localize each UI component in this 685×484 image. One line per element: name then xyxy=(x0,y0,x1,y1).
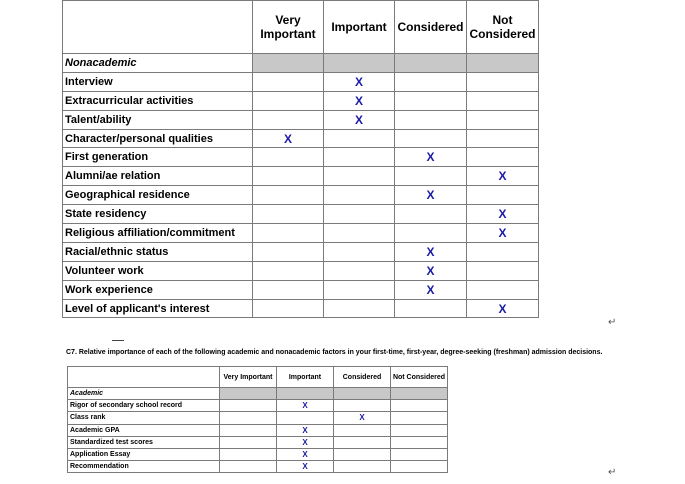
rating-mark-cell xyxy=(467,110,539,129)
rating-mark-cell xyxy=(391,436,448,448)
rating-mark-cell xyxy=(324,299,395,318)
table-row xyxy=(63,129,539,148)
table-row xyxy=(68,461,448,473)
rating-mark-cell xyxy=(253,224,324,243)
factor-label: Volunteer work xyxy=(63,261,253,280)
rating-mark-cell xyxy=(220,461,277,473)
rating-mark-cell: X xyxy=(324,110,395,129)
table-row xyxy=(63,148,539,167)
rating-mark-cell xyxy=(467,72,539,91)
rating-mark-cell xyxy=(253,186,324,205)
rating-mark-cell: X xyxy=(277,448,334,460)
rating-mark-cell xyxy=(220,400,277,412)
rating-mark-cell xyxy=(334,436,391,448)
header-very-important: Very Important xyxy=(220,367,277,388)
rating-mark-cell xyxy=(220,448,277,460)
factor-label: Character/personal qualities xyxy=(63,129,253,148)
factor-label: Recommendation xyxy=(68,461,220,473)
rating-mark-cell xyxy=(253,242,324,261)
rating-mark-cell xyxy=(277,412,334,424)
rating-mark-cell: X xyxy=(395,148,467,167)
section-shade-cell xyxy=(395,54,467,73)
table-row xyxy=(63,261,539,280)
rating-mark-cell xyxy=(324,205,395,224)
rating-mark-cell xyxy=(253,110,324,129)
header-important: Important xyxy=(277,367,334,388)
section-row xyxy=(63,54,539,73)
table-row xyxy=(63,167,539,186)
divider-stub xyxy=(112,340,124,341)
table-row xyxy=(63,224,539,243)
section-shade-cell xyxy=(277,388,334,400)
section-label: Nonacademic xyxy=(63,54,253,73)
table-row xyxy=(68,436,448,448)
rating-mark-cell xyxy=(324,280,395,299)
rating-mark-cell xyxy=(467,91,539,110)
rating-mark-cell: X xyxy=(277,400,334,412)
rating-mark-cell xyxy=(324,224,395,243)
header-row xyxy=(68,367,448,388)
factor-label: First generation xyxy=(63,148,253,167)
nonacademic-factors-table xyxy=(62,0,539,318)
table-row xyxy=(63,299,539,318)
rating-mark-cell xyxy=(220,436,277,448)
factor-label: Racial/ethnic status xyxy=(63,242,253,261)
section-shade-cell xyxy=(220,388,277,400)
rating-mark-cell xyxy=(391,400,448,412)
table-row xyxy=(63,72,539,91)
rating-mark-cell xyxy=(253,91,324,110)
table-row xyxy=(63,205,539,224)
rating-mark-cell xyxy=(253,72,324,91)
rating-mark-cell xyxy=(395,72,467,91)
rating-mark-cell xyxy=(391,424,448,436)
factor-label: Rigor of secondary school record xyxy=(68,400,220,412)
rating-mark-cell xyxy=(253,280,324,299)
factor-label: Talent/ability xyxy=(63,110,253,129)
rating-mark-cell xyxy=(395,167,467,186)
header-important: Important xyxy=(324,1,395,54)
rating-mark-cell: X xyxy=(467,205,539,224)
section-shade-cell xyxy=(324,54,395,73)
c7-caption: C7. Relative importance of each of the following academic and nonacademic factors in your first-time, first-year, degree-seeking (freshman) admission decisions. xyxy=(66,349,603,356)
rating-mark-cell xyxy=(324,242,395,261)
rating-mark-cell xyxy=(467,280,539,299)
table-row xyxy=(68,400,448,412)
rating-mark-cell xyxy=(253,167,324,186)
rating-mark-cell xyxy=(467,148,539,167)
header-considered: Considered xyxy=(395,1,467,54)
rating-mark-cell xyxy=(467,261,539,280)
header-very-important: Very Important xyxy=(253,1,324,54)
rating-mark-cell xyxy=(395,299,467,318)
rating-mark-cell: X xyxy=(277,424,334,436)
rating-mark-cell xyxy=(324,129,395,148)
rating-mark-cell: X xyxy=(334,412,391,424)
header-not-considered: Not Considered xyxy=(467,1,539,54)
rating-mark-cell: X xyxy=(277,461,334,473)
rating-mark-cell: X xyxy=(395,242,467,261)
table-row xyxy=(63,280,539,299)
rating-mark-cell: X xyxy=(253,129,324,148)
rating-mark-cell xyxy=(467,242,539,261)
section-shade-cell xyxy=(391,388,448,400)
header-not-considered: Not Considered xyxy=(391,367,448,388)
rating-mark-cell xyxy=(395,224,467,243)
rating-mark-cell xyxy=(253,148,324,167)
rating-mark-cell xyxy=(391,412,448,424)
rating-mark-cell xyxy=(324,148,395,167)
section-shade-cell xyxy=(334,388,391,400)
rating-mark-cell xyxy=(391,461,448,473)
factor-label: Class rank xyxy=(68,412,220,424)
table-row xyxy=(63,186,539,205)
header-considered: Considered xyxy=(334,367,391,388)
rating-mark-cell xyxy=(324,186,395,205)
table-row xyxy=(63,110,539,129)
factor-label: Extracurricular activities xyxy=(63,91,253,110)
factor-label: Interview xyxy=(63,72,253,91)
factor-label: Alumni/ae relation xyxy=(63,167,253,186)
rating-mark-cell xyxy=(220,412,277,424)
header-blank xyxy=(68,367,220,388)
factor-label: Geographical residence xyxy=(63,186,253,205)
section-row xyxy=(68,388,448,400)
rating-mark-cell xyxy=(324,261,395,280)
rating-mark-cell: X xyxy=(395,186,467,205)
table-row xyxy=(68,424,448,436)
paragraph-mark: ↵ xyxy=(608,467,617,478)
rating-mark-cell xyxy=(467,186,539,205)
factor-label: Academic GPA xyxy=(68,424,220,436)
table-row xyxy=(63,242,539,261)
rating-mark-cell xyxy=(334,424,391,436)
rating-mark-cell: X xyxy=(467,224,539,243)
rating-mark-cell xyxy=(334,448,391,460)
rating-mark-cell: X xyxy=(395,280,467,299)
rating-mark-cell xyxy=(220,424,277,436)
rating-mark-cell xyxy=(395,91,467,110)
factor-label: Standardized test scores xyxy=(68,436,220,448)
rating-mark-cell xyxy=(395,110,467,129)
header-row xyxy=(63,1,539,54)
rating-mark-cell xyxy=(253,299,324,318)
factor-label: Application Essay xyxy=(68,448,220,460)
rating-mark-cell xyxy=(334,461,391,473)
header-blank xyxy=(63,1,253,54)
section-shade-cell xyxy=(253,54,324,73)
rating-mark-cell: X xyxy=(467,299,539,318)
table-row xyxy=(68,412,448,424)
rating-mark-cell xyxy=(253,261,324,280)
rating-mark-cell xyxy=(395,205,467,224)
paragraph-mark: ↵ xyxy=(608,317,617,328)
rating-mark-cell: X xyxy=(324,91,395,110)
rating-mark-cell: X xyxy=(467,167,539,186)
academic-factors-table xyxy=(67,366,448,473)
rating-mark-cell xyxy=(391,448,448,460)
rating-mark-cell xyxy=(395,129,467,148)
section-label: Academic xyxy=(68,388,220,400)
factor-label: Level of applicant's interest xyxy=(63,299,253,318)
factor-label: Religious affiliation/commitment xyxy=(63,224,253,243)
rating-mark-cell xyxy=(467,129,539,148)
rating-mark-cell xyxy=(324,167,395,186)
rating-mark-cell xyxy=(253,205,324,224)
table-row xyxy=(63,91,539,110)
factor-label: Work experience xyxy=(63,280,253,299)
rating-mark-cell: X xyxy=(277,436,334,448)
table-row xyxy=(68,448,448,460)
section-shade-cell xyxy=(467,54,539,73)
rating-mark-cell xyxy=(334,400,391,412)
factor-label: State residency xyxy=(63,205,253,224)
rating-mark-cell: X xyxy=(395,261,467,280)
rating-mark-cell: X xyxy=(324,72,395,91)
